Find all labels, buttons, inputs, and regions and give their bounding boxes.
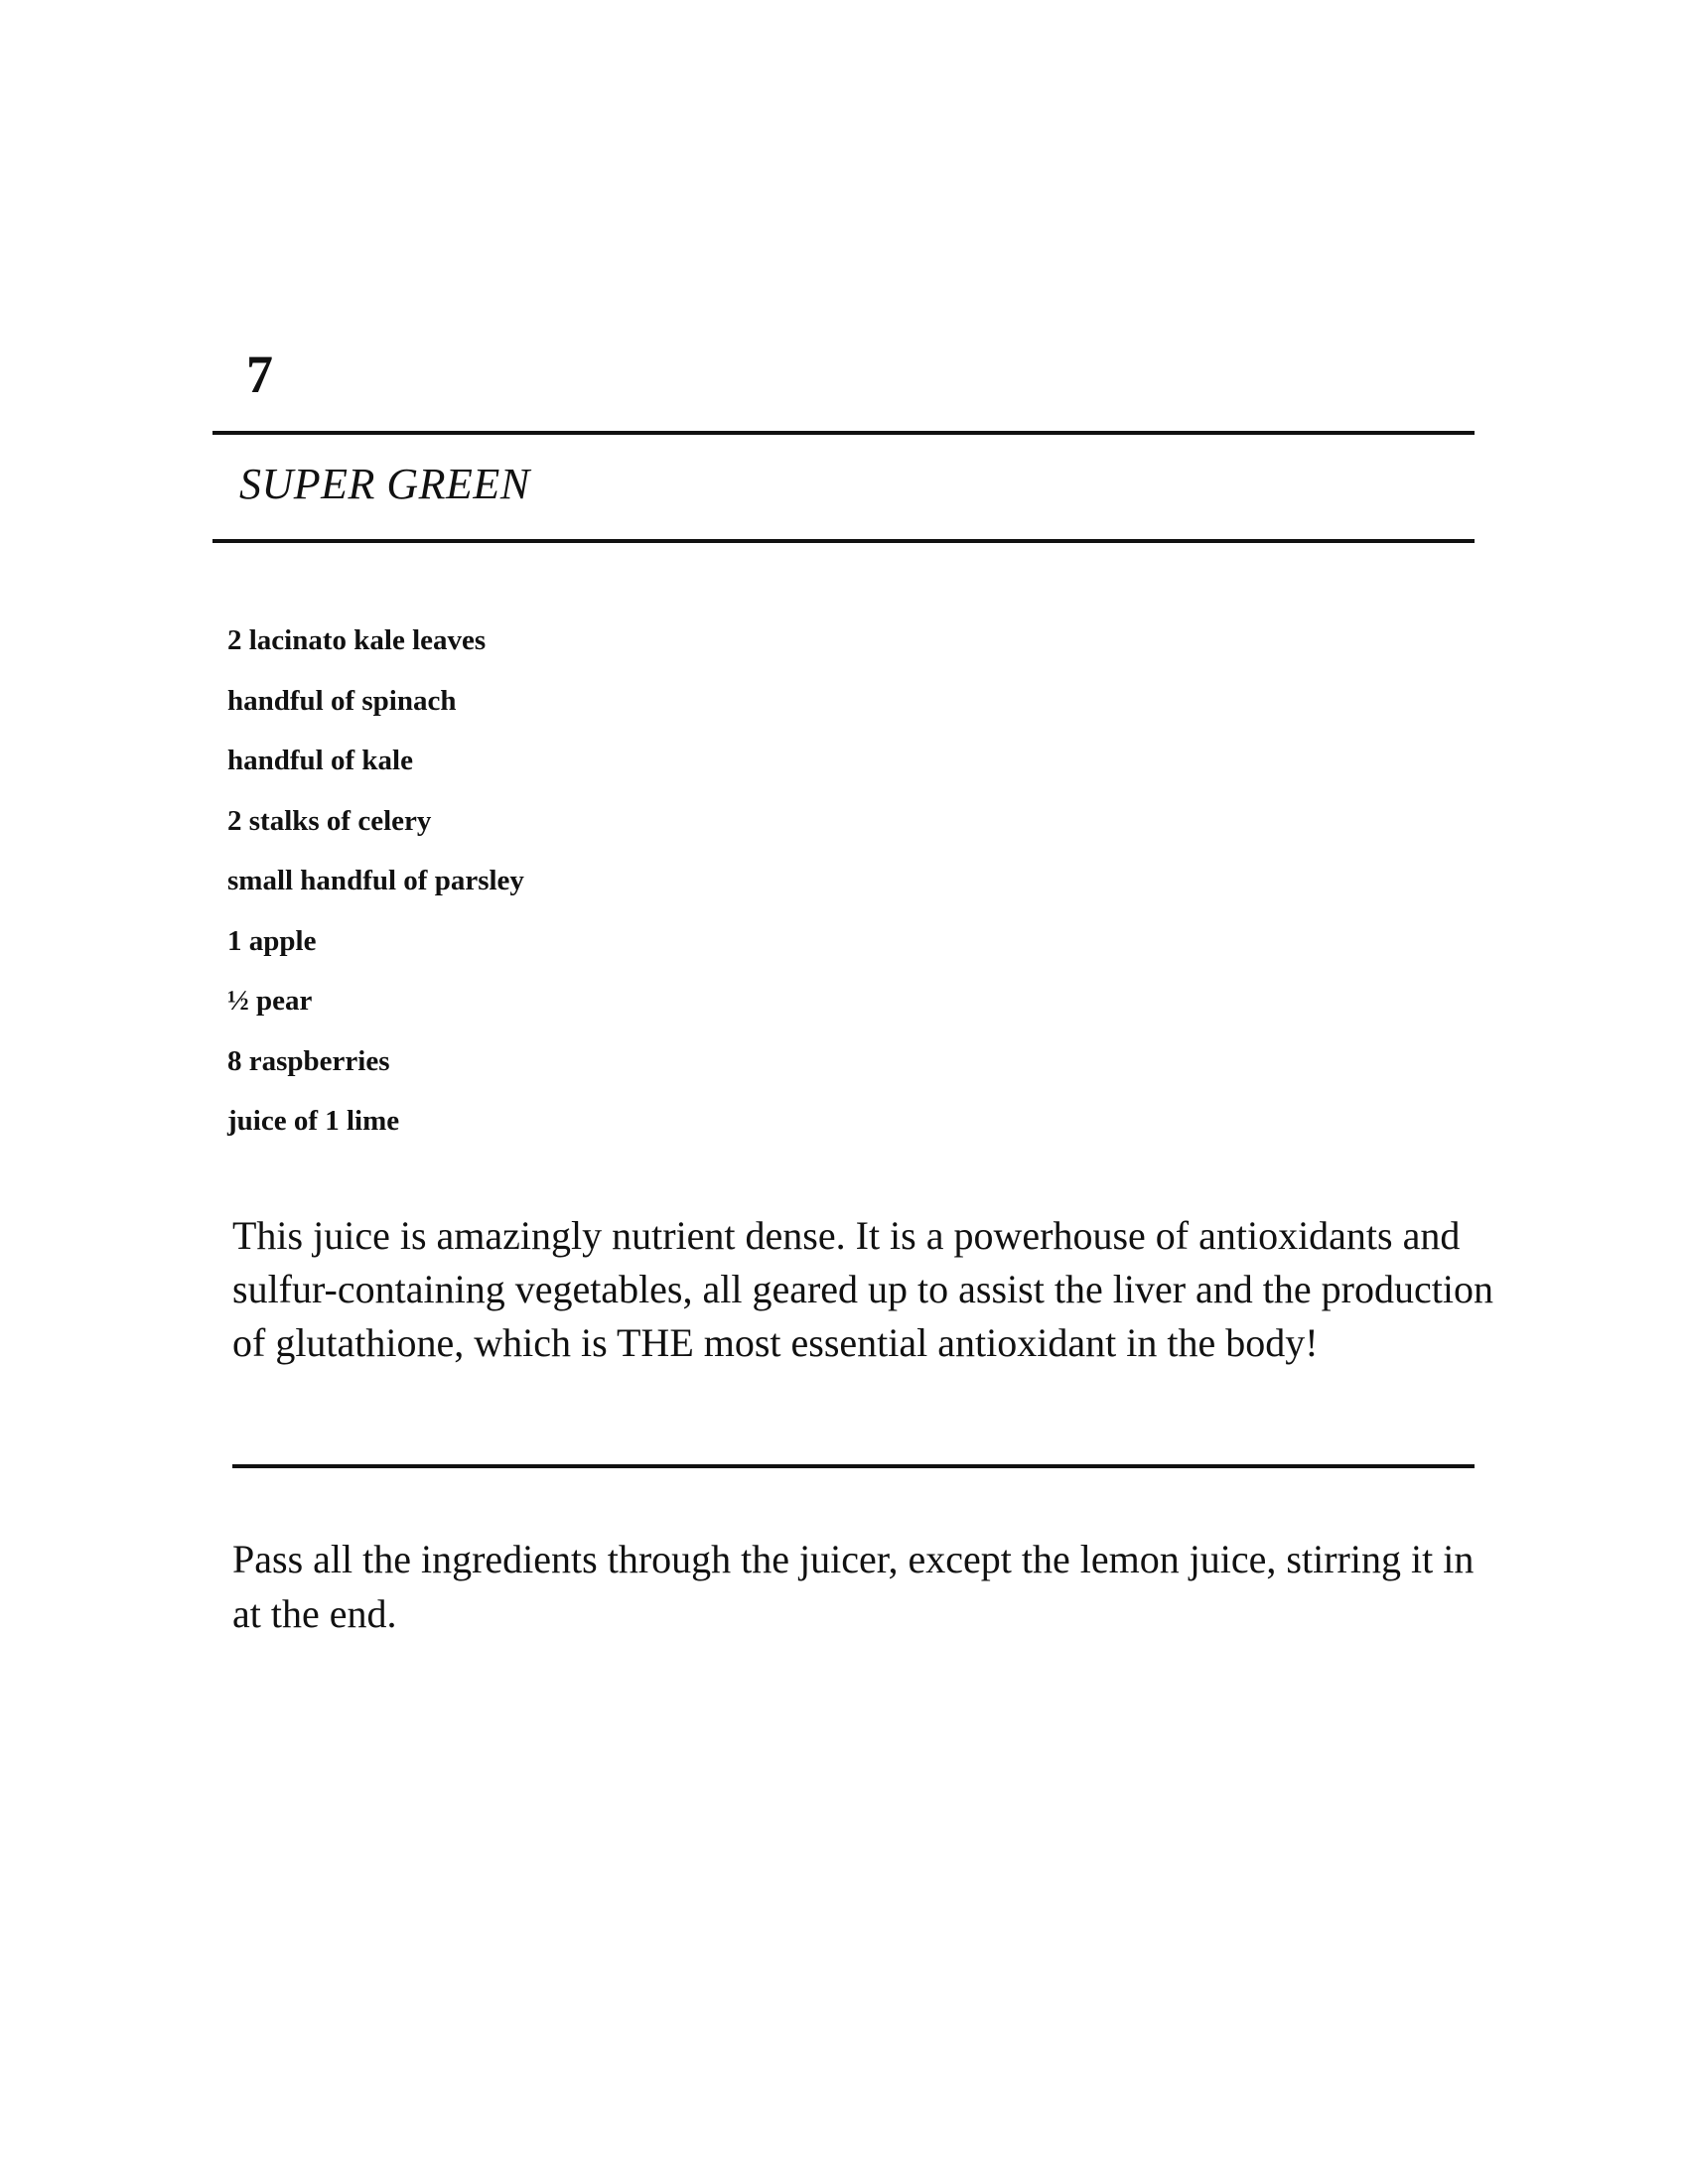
recipe-method: Pass all the ingredients through the juicer, except the lemon juice, stirring it in at the end. — [232, 1537, 1475, 1636]
title-top-rule — [212, 431, 1475, 435]
recipe-number: 7 — [246, 344, 273, 404]
ingredient-item: 2 lacinato kale leaves — [227, 624, 487, 656]
section-divider — [232, 1464, 1475, 1468]
ingredient-item: handful of kale — [227, 745, 413, 776]
recipe-title: SUPER GREEN — [239, 460, 530, 508]
ingredient-item: small handful of parsley — [227, 865, 524, 896]
recipe-description: This juice is amazingly nutrient dense. It is a powerhouse of antioxidants and sulfur-containing vegetables, all geared up to assist the liver and the production of glutathione, which is THE most essential antioxidant in the body! — [232, 1213, 1493, 1365]
ingredient-item: juice of 1 lime — [227, 1105, 400, 1137]
ingredient-item: 2 stalks of celery — [227, 804, 432, 837]
ingredient-item: 8 raspberries — [227, 1044, 390, 1077]
ingredient-item: handful of spinach — [227, 684, 457, 717]
ingredient-item: ½ pear — [227, 985, 313, 1017]
ingredient-list — [227, 623, 524, 1164]
ingredient-item: 1 apple — [227, 924, 317, 957]
title-bottom-rule — [212, 539, 1475, 543]
